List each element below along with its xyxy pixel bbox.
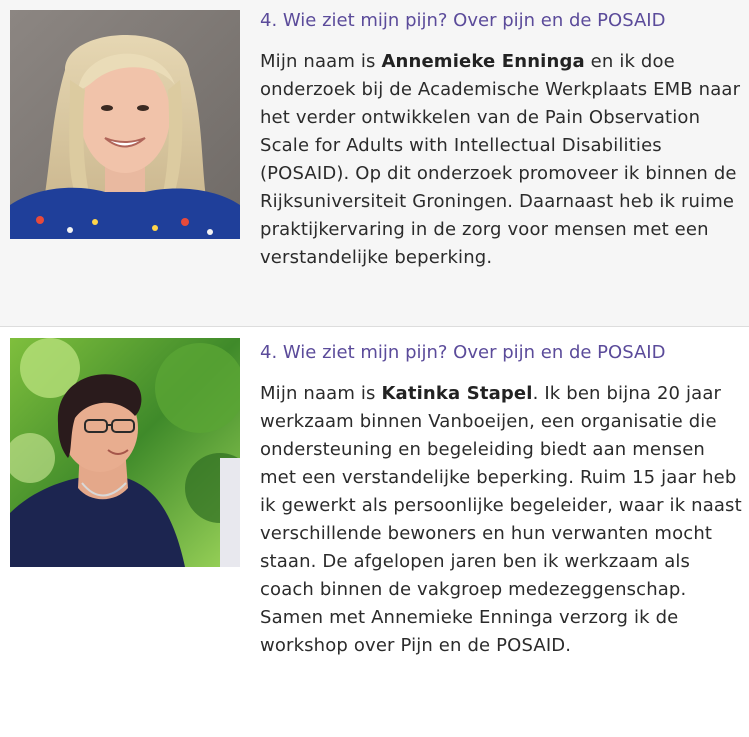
workshop-title: 4. Wie ziet mijn pijn? Over pijn en de POSAID [260, 342, 666, 363]
bio-intro: Mijn naam is [260, 51, 382, 72]
speaker-card [0, 328, 749, 737]
speaker-name: Annemieke Enninga [381, 51, 585, 72]
speaker-text [260, 340, 742, 660]
bio-intro: Mijn naam is [260, 383, 382, 404]
speaker-text [260, 8, 742, 272]
speaker-bio [260, 48, 742, 272]
speaker-card [0, 0, 749, 327]
workshop-title: 4. Wie ziet mijn pijn? Over pijn en de POSAID [260, 10, 666, 31]
bio-rest: en ik doe onderzoek bij de Academische Werkplaats EMB naar het verder ontwikkelen van de Pain Observation Scale for Adults with Intellectual Disabilities (POSAID). Op dit onderzoek promoveer ik binnen de Rijksuniversiteit Groningen. Daarnaast heb ik ruime praktijkervaring in de zorg voor mensen met een verstandelijke beperking. [260, 51, 741, 268]
speaker-photo [10, 10, 240, 239]
bio-rest: . Ik ben bijna 20 jaar werkzaam binnen Vanboeijen, een organisatie die ondersteuning en begeleiding biedt aan mensen met een verstandelijke beperking. Ruim 15 jaar heb ik gewerkt als persoonlijke begeleider, waar ik naast verschillende bewoners en hun verwanten mocht staan. De afgelopen jaren ben ik werkzaam als coach binnen de vakgroep medezeggenschap. Samen met Annemieke Enninga verzorg ik de workshop over Pijn en de POSAID. [260, 383, 742, 656]
speaker-bio [260, 380, 742, 660]
speaker-photo [10, 338, 240, 567]
speaker-name: Katinka Stapel [381, 383, 533, 404]
